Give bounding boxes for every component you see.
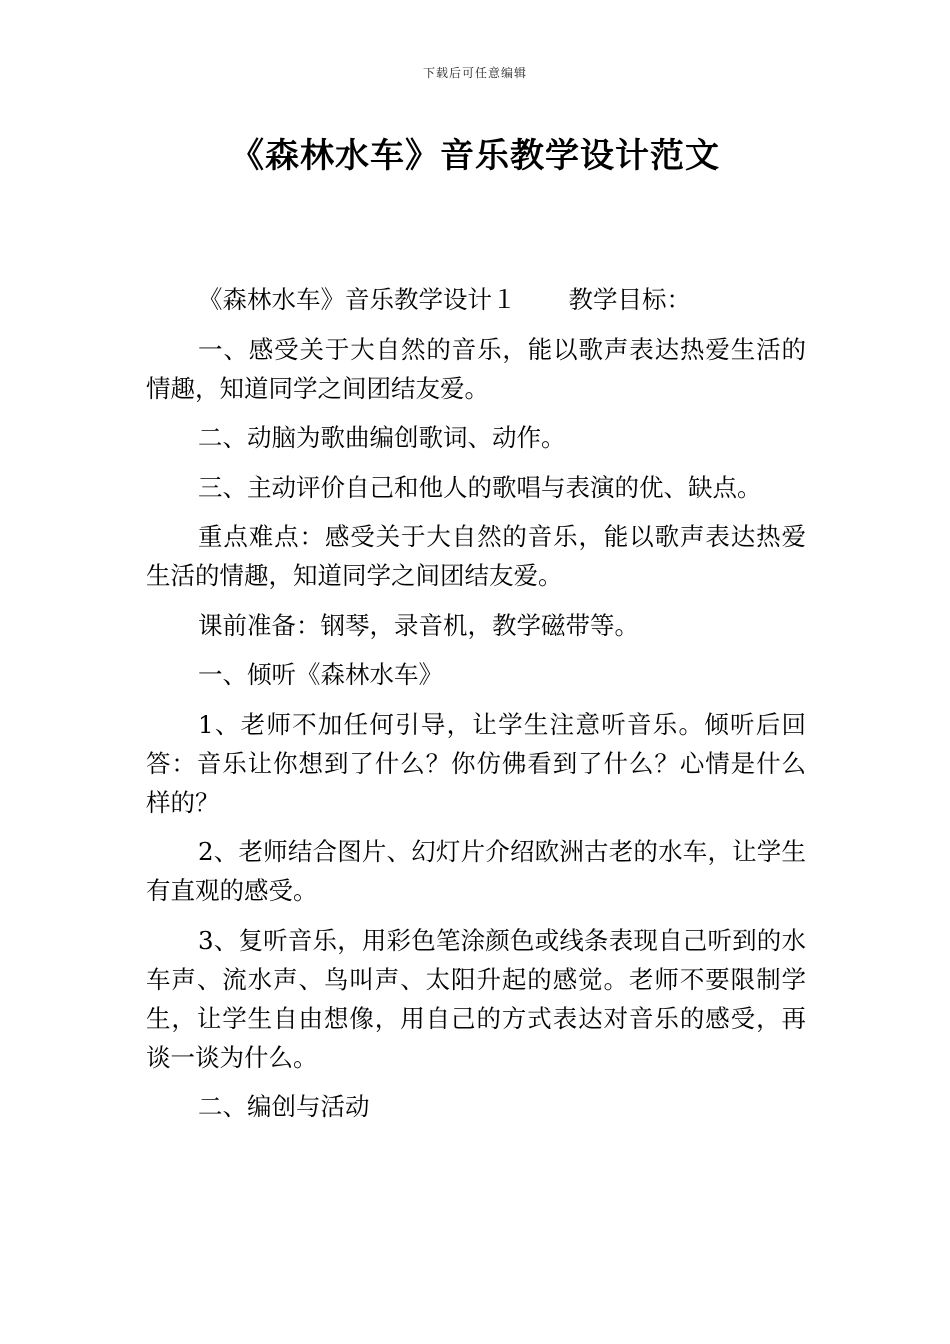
paragraph-key-points: 重点难点：感受关于大自然的音乐，能以歌声表达热爱生活的情趣，知道同学之间团结友爱。 [146,522,806,590]
paragraph-step-2: 2、老师结合图片、幻灯片介绍欧洲古老的水车，让学生有直观的感受。 [146,837,806,905]
paragraph-step-1: 1、老师不加任何引导，让学生注意听音乐。倾听后回答：音乐让你想到了什么？你仿佛看到了什么？心情是什么样的？ [146,709,806,817]
paragraph-section-listen: 一、倾听《森林水车》 [198,660,443,689]
paragraph-goal-3: 三、主动评价自己和他人的歌唱与表演的优、缺点。 [198,472,762,502]
paragraph-section-create: 二、编创与活动 [198,1092,370,1121]
intro-heading: 《森林水车》音乐教学设计１ [198,285,517,314]
header-note: 下载后可任意编辑 [422,66,527,80]
page-title: 《森林水车》音乐教学设计范文 [230,136,720,176]
document-body [146,280,806,1137]
intro-objectives-label: 教学目标： [568,285,691,314]
paragraph-step-3: 3、复听音乐，用彩色笔涂颜色或线条表现自己听到的水车声、流水声、鸟叫声、太阳升起的感觉。老师不要限制学生，让学生自由想像，用自己的方式表达对音乐的感受，再谈一谈为什么。 [146,925,806,1072]
paragraph-goal-1: 一、感受关于大自然的音乐，能以歌声表达热爱生活的情趣，知道同学之间团结友爱。 [146,334,806,403]
paragraph-preparation: 课前准备：钢琴，录音机，教学磁带等。 [198,610,639,640]
intro-paragraph [146,280,806,319]
paragraph-goal-2: 二、动脑为歌曲编创歌词、动作。 [198,423,566,452]
